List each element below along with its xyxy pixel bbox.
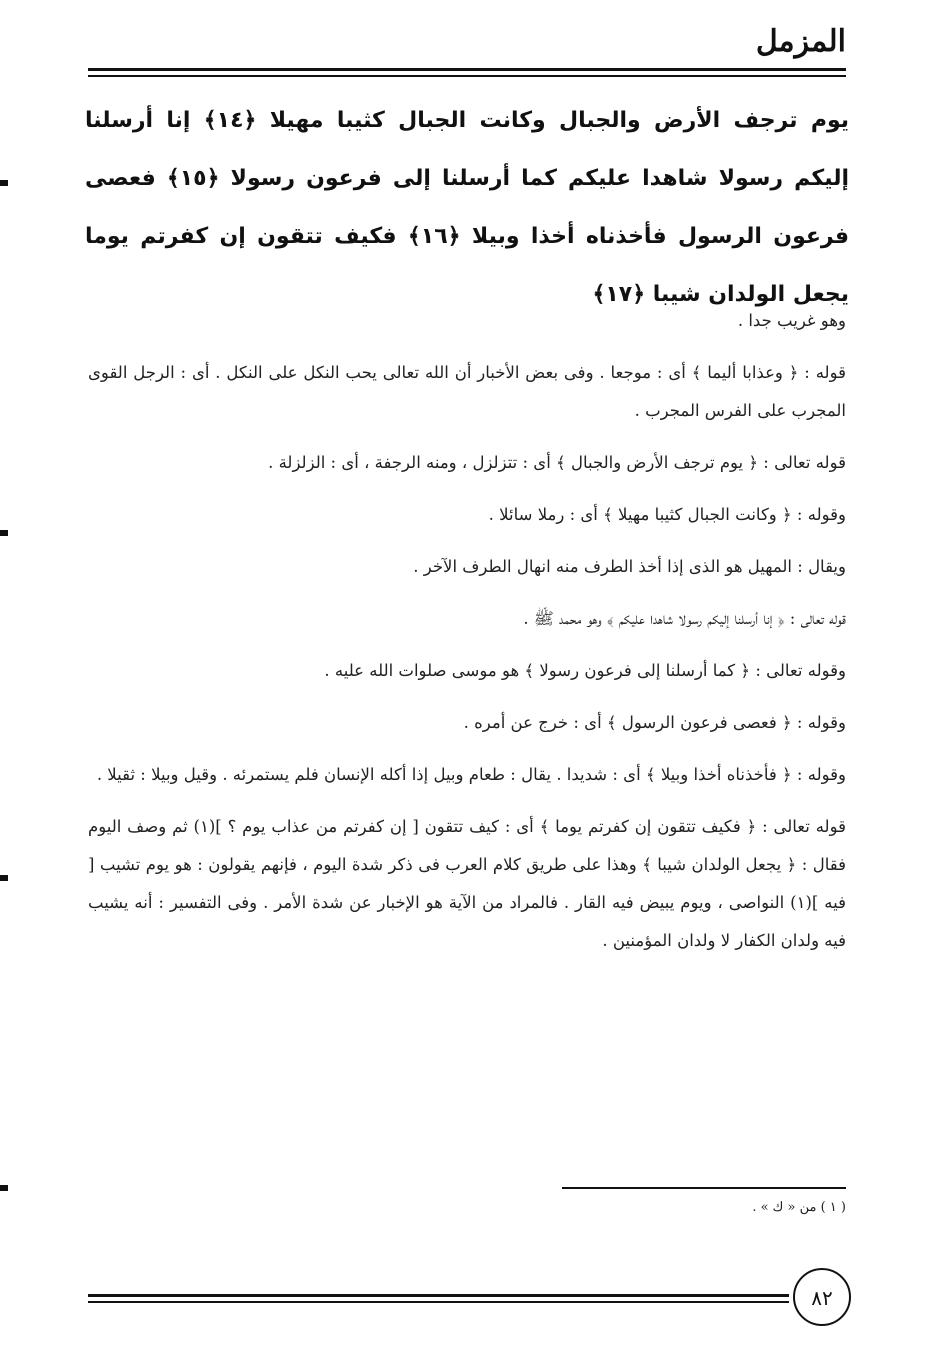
binding-edge-mark: [0, 180, 8, 186]
commentary-paragraph: قوله : ﴿ وعذابا أليما ﴾ أى : موجعا . وفى بعض الأخبار أن الله تعالى يحب النكل على النكل . أى : الرجل القوى المجرب على الفرس المجرب .: [88, 363, 846, 420]
binding-edge-mark: [0, 875, 8, 881]
page-header-title: المزمل: [755, 24, 846, 59]
quran-verses-block: [85, 92, 849, 324]
commentary-body: [88, 302, 846, 960]
commentary-paragraph: قوله تعالى : ﴿ يوم ترجف الأرض والجبال ﴾ أى : تتزلزل ، ومنه الرجفة ، أى : الزلزلة .: [268, 453, 846, 472]
commentary-paragraph: وقوله تعالى : ﴿ كما أرسلنا إلى فرعون رسولا ﴾ هو موسى صلوات الله عليه .: [324, 661, 846, 680]
commentary-paragraph: ويقال : المهيل هو الذى إذا أخذ الطرف منه انهال الطرف الآخر .: [413, 557, 846, 576]
commentary-paragraph: وقوله : ﴿ وكانت الجبال كثيبا مهيلا ﴾ أى : رملا سائلا .: [488, 505, 846, 524]
page-number: ٨٢: [793, 1268, 851, 1326]
footer-rule-thin: [88, 1301, 789, 1303]
binding-edge-mark: [0, 530, 8, 536]
footnote: ( ١ ) من « ك » .: [752, 1200, 846, 1215]
commentary-paragraph: وقوله : ﴿ فأخذناه أخذا وبيلا ﴾ أى : شديدا . يقال : طعام وبيل إذا أكله الإنسان فلم يستمرئه . وقيل وبيلا : ثقيلا .: [96, 765, 846, 784]
commentary-paragraph: وقوله : ﴿ فعصى فرعون الرسول ﴾ أى : خرج عن أمره .: [463, 713, 846, 732]
header-rule-thick: [88, 68, 846, 71]
footer-rule-thick: [88, 1294, 789, 1297]
footnote-separator: [562, 1187, 846, 1189]
binding-edge-mark: [0, 1185, 8, 1191]
quran-verses-text: يوم ترجف الأرض والجبال وكانت الجبال كثيبا مهيلا ﴿١٤﴾ إنا أرسلنا إليكم رسولا شاهدا عليكم كما أرسلنا إلى فرعون رسولا ﴿١٥﴾ فعصى فرعون الرسول فأخذناه أخذا وبيلا ﴿١٦﴾ فكيف تتقون إن كفرتم يوما يجعل الولدان شيبا ﴿١٧﴾: [85, 108, 850, 307]
commentary-paragraph: وهو غريب جدا .: [737, 311, 846, 330]
header-rule-thin: [88, 75, 846, 77]
commentary-paragraph: قوله تعالى : ﴿ فكيف تتقون إن كفرتم يوما ﴾ أى : كيف تتقون [ إن كفرتم من عذاب يوم ؟ ](١) ثم وصف اليوم فقال : ﴿ يجعل الولدان شيبا ﴾ وهذا على طريق كلام العرب فى ذكر شدة اليوم ، فإنهم يقولون : هو يوم تشيب [ فيه ](١) النواصى ، ويوم يبيض فيه القار . فالمراد من الآية هو الإخبار عن شدة الأمر . وفى التفسير : أنه يشيب فيه ولدان الكفار لا ولدان المؤمنين .: [88, 817, 846, 950]
commentary-paragraph: قوله تعالى : ﴿ إنا أرسلنا إليكم رسولا شاهدا عليكم ﴾ وهو محمد ﷺ .: [523, 609, 846, 628]
